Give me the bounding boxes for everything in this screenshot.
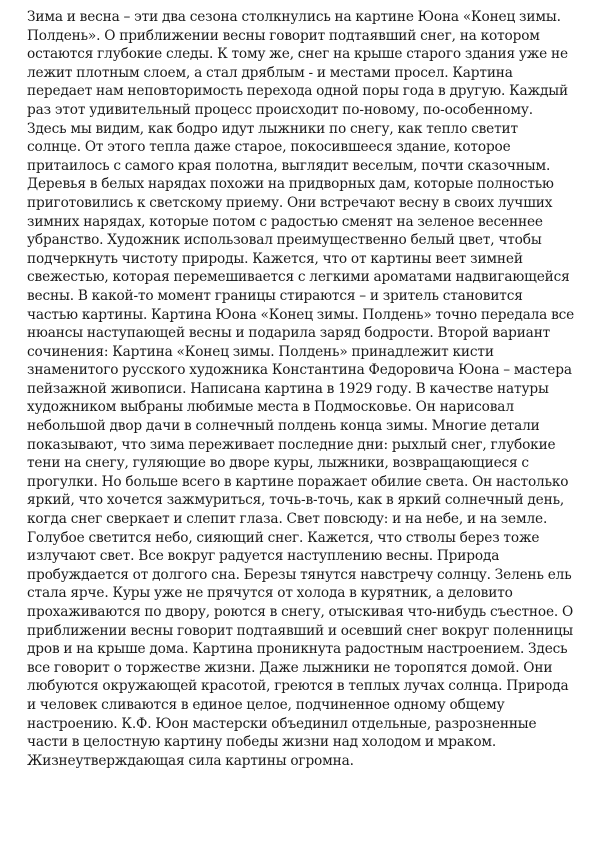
essay-text: Зима и весна – эти два сезона столкнулись на картине Юона «Конец зимы. Полдень». О приближении весны говорит подтаявший снег, на котором остаются глубокие следы. К тому же, снег на крыше старого здания уже не лежит плотным слоем, а стал дряблым - и местами просел. Картина передает нам неповторимость перехода одной поры года в другую. Каждый раз этот удивительный процесс происходит по-новому, по-особенному. Здесь мы видим, как бодро идут лыжники по снегу, как тепло светит солнце. От этого тепла даже старое, покосившееся здание, которое притаилось с самого края полотна, выглядит веселым, почти сказочным. Деревья в белых нарядах похожи на придворных дам, которые полностью приготовились к светскому приему. Они встречают весну в своих лучших зимних нарядах, которые потом с радостью сменят на зеленое весеннее убранство. Художник использовал преимущественно белый цвет, чтобы подчеркнуть чистоту природы. Кажется, что от картины веет зимней свежестью, которая перемешивается с легкими ароматами надвигающейся весны. В какой-то момент границы стираются – и зритель становится частью картины. Картина Юона «Конец зимы. Полдень» точно передала все нюансы наступающей весны и подарила заряд бодрости. Второй вариант сочинения: Картина «Конец зимы. Полдень» принадлежит кисти знаменитого русского художника Константина Федоровича Юона – мастера пейзажной живописи. Написана картина в 1929 году. В качестве натуры художником выбраны любимые места в Подмосковье. Он нарисовал небольшой двор дачи в солнечный полдень конца зимы. Многие детали показывают, что зима переживает последние дни: рыхлый снег, глубокие тени на снегу, гуляющие во дворе куры, лыжники, возвращающиеся с прогулки. Но больше всего в картине поражает обилие света. Он настолько яркий, что хочется зажмуриться, точь-в-точь, как в яркий солнечный день, когда снег сверкает и слепит глаза. Свет повсюду: и на небе, и на земле. Голубое светится небо, сияющий снег. Кажется, что стволы берез тоже излучают свет. Все вокруг радуется наступлению весны. Природа пробуждается от долгого сна. Березы тянутся навстречу солнцу. Зелень ель стала ярче. Куры уже не прячутся от холода в курятник, а деловито прохаживаются по двору, роются в снегу, отыскивая что-нибудь съестное. О приближении весны говорит подтаявший и осевший снег вокруг поленницы дров и на крыше дома. Картина проникнута радостным настроением. Здесь все говорит о торжестве жизни. Даже лыжники не торопятся домой. Они любуются окружающей красотой, греются в теплых лучах солнца. Природа и человек сливаются в единое целое, подчиненное одному общему настроению. К.Ф. Юон мастерски объединил отдельные, разрозненные части в целостную картину победы жизни над холодом и мраком. Жизнеутверждающая сила картины огромна. — [27, 9, 575, 769]
